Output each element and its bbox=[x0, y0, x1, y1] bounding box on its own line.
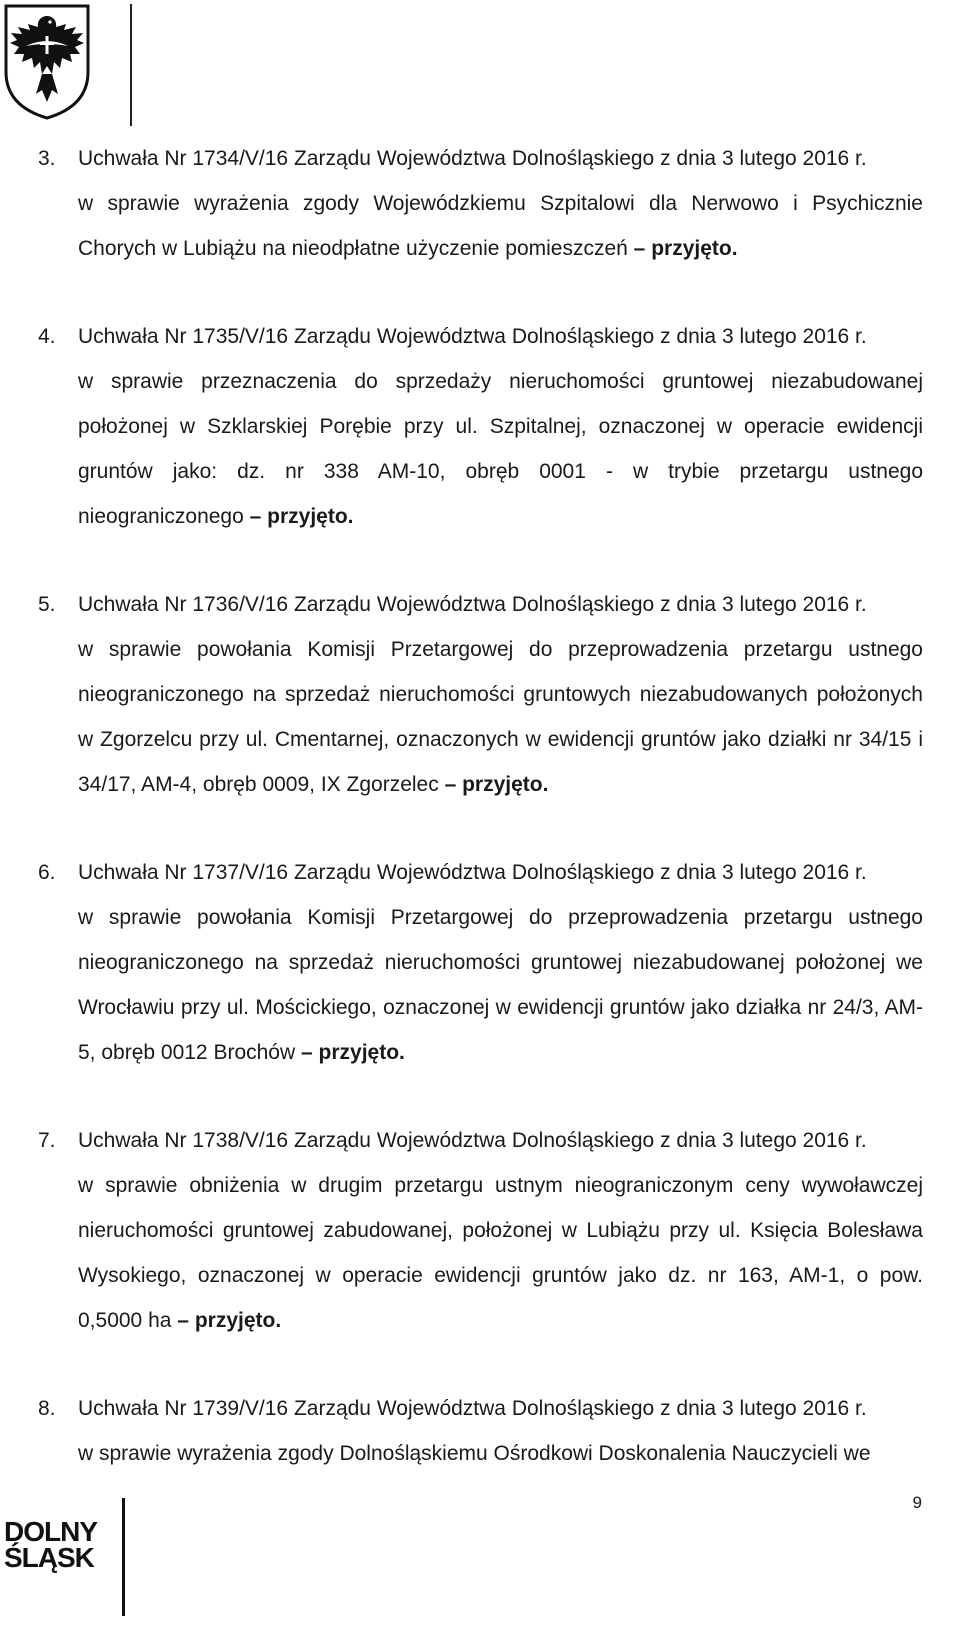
status-accepted: przyjęto. bbox=[194, 1309, 282, 1332]
resolution-description bbox=[78, 1163, 923, 1343]
item-number: 4. bbox=[38, 325, 56, 348]
resolutions-list bbox=[0, 136, 960, 1519]
description-text: w sprawie obniżenia w drugim przetargu ustnym nieograniczonym ceny wywoławczej nieruchomości gruntowej zabudowanej, położonej w Lubiążu przy ul. Księcia Bolesława Wysokiego, oznaczonej w operacie ewidencji gruntów jako dz. nr 163, AM-1, o pow. 0,5000 ha bbox=[78, 1174, 923, 1332]
page-number: 9 bbox=[912, 1493, 922, 1512]
dash: – bbox=[633, 237, 646, 260]
resolution-item-4 bbox=[0, 314, 960, 539]
resolution-description bbox=[78, 359, 923, 539]
item-text bbox=[78, 314, 923, 539]
description-text: w sprawie wyrażenia zgody Wojewódzkiemu Szpitalowi dla Nerwowo i Psychicznie Chorych w Lubiążu na nieodpłatne użyczenie pomieszczeń bbox=[78, 192, 923, 260]
resolution-title: Uchwała Nr 1734/V/16 Zarządu Województwa Dolnośląskiego z dnia 3 lutego 2016 r. bbox=[78, 147, 867, 170]
item-number: 7. bbox=[38, 1129, 56, 1152]
logo-line-1: DOLNY bbox=[4, 1516, 97, 1547]
item-number: 8. bbox=[38, 1397, 56, 1420]
item-text bbox=[78, 1118, 923, 1343]
resolution-item-5 bbox=[0, 582, 960, 807]
item-number: 6. bbox=[38, 861, 56, 884]
logo-divider bbox=[122, 1498, 125, 1616]
header-divider bbox=[130, 4, 132, 126]
resolution-description bbox=[78, 181, 923, 271]
item-text bbox=[78, 582, 923, 807]
item-text bbox=[78, 1386, 923, 1476]
resolution-item-3 bbox=[0, 136, 960, 271]
description-text: w sprawie powołania Komisji Przetargowej do przeprowadzenia przetargu ustnego nieograniczonego na sprzedaż nieruchomości gruntowej niezabudowanej położonej we Wrocławiu przy ul. Mościckiego, oznaczonej w ewidencji gruntów jako działka nr 24/3, AM-5, obręb 0012 Brochów bbox=[78, 906, 923, 1064]
resolution-description bbox=[78, 627, 923, 807]
description-text: w sprawie przeznaczenia do sprzedaży nieruchomości gruntowej niezabudowanej położonej w Szklarskiej Porębie przy ul. Szpitalnej, oznaczonej w operacie ewidencji gruntów jako: dz. nr 338 AM-10, obręb 0001 - w trybie przetargu ustnego nieograniczonego bbox=[78, 370, 923, 528]
resolution-item-6 bbox=[0, 850, 960, 1075]
coat-of-arms-emblem bbox=[2, 2, 92, 120]
dash: – bbox=[249, 505, 262, 528]
item-number: 3. bbox=[38, 147, 56, 170]
resolution-title: Uchwała Nr 1737/V/16 Zarządu Województwa Dolnośląskiego z dnia 3 lutego 2016 r. bbox=[78, 861, 867, 884]
dolny-slask-logo bbox=[4, 1498, 134, 1618]
resolution-item-8 bbox=[0, 1386, 960, 1476]
resolution-description bbox=[78, 895, 923, 1075]
description-text: w sprawie powołania Komisji Przetargowej do przeprowadzenia przetargu ustnego nieograniczonego na sprzedaż nieruchomości gruntowych niezabudowanych położonych w Zgorzelcu przy ul. Cmentarnej, oznaczonych w ewidencji gruntów jako działki nr 34/15 i 34/17, AM-4, obręb 0009, IX Zgorzelec bbox=[78, 638, 923, 796]
dash: – bbox=[301, 1041, 313, 1064]
status-accepted: przyjęto. bbox=[267, 505, 354, 528]
resolution-title: Uchwała Nr 1738/V/16 Zarządu Województwa Dolnośląskiego z dnia 3 lutego 2016 r. bbox=[78, 1129, 867, 1152]
resolution-item-7 bbox=[0, 1118, 960, 1343]
resolution-title: Uchwała Nr 1736/V/16 Zarządu Województwa Dolnośląskiego z dnia 3 lutego 2016 r. bbox=[78, 593, 867, 616]
item-text bbox=[78, 136, 923, 271]
description-text: w sprawie wyrażenia zgody Dolnośląskiemu Ośrodkowi Doskonalenia Nauczycieli we bbox=[78, 1442, 871, 1465]
logo-line-2: ŚLĄSK bbox=[4, 1542, 94, 1573]
resolution-description bbox=[78, 1431, 923, 1476]
resolution-title: Uchwała Nr 1735/V/16 Zarządu Województwa Dolnośląskiego z dnia 3 lutego 2016 r. bbox=[78, 325, 867, 348]
status-accepted: przyjęto. bbox=[462, 773, 549, 796]
item-text bbox=[78, 850, 923, 1075]
status-accepted: przyjęto. bbox=[651, 237, 738, 260]
status-accepted: przyjęto. bbox=[318, 1041, 405, 1064]
item-number: 5. bbox=[38, 593, 56, 616]
dash: – bbox=[444, 773, 457, 796]
resolution-title: Uchwała Nr 1739/V/16 Zarządu Województwa Dolnośląskiego z dnia 3 lutego 2016 r. bbox=[78, 1397, 867, 1420]
dash: – bbox=[177, 1309, 189, 1332]
